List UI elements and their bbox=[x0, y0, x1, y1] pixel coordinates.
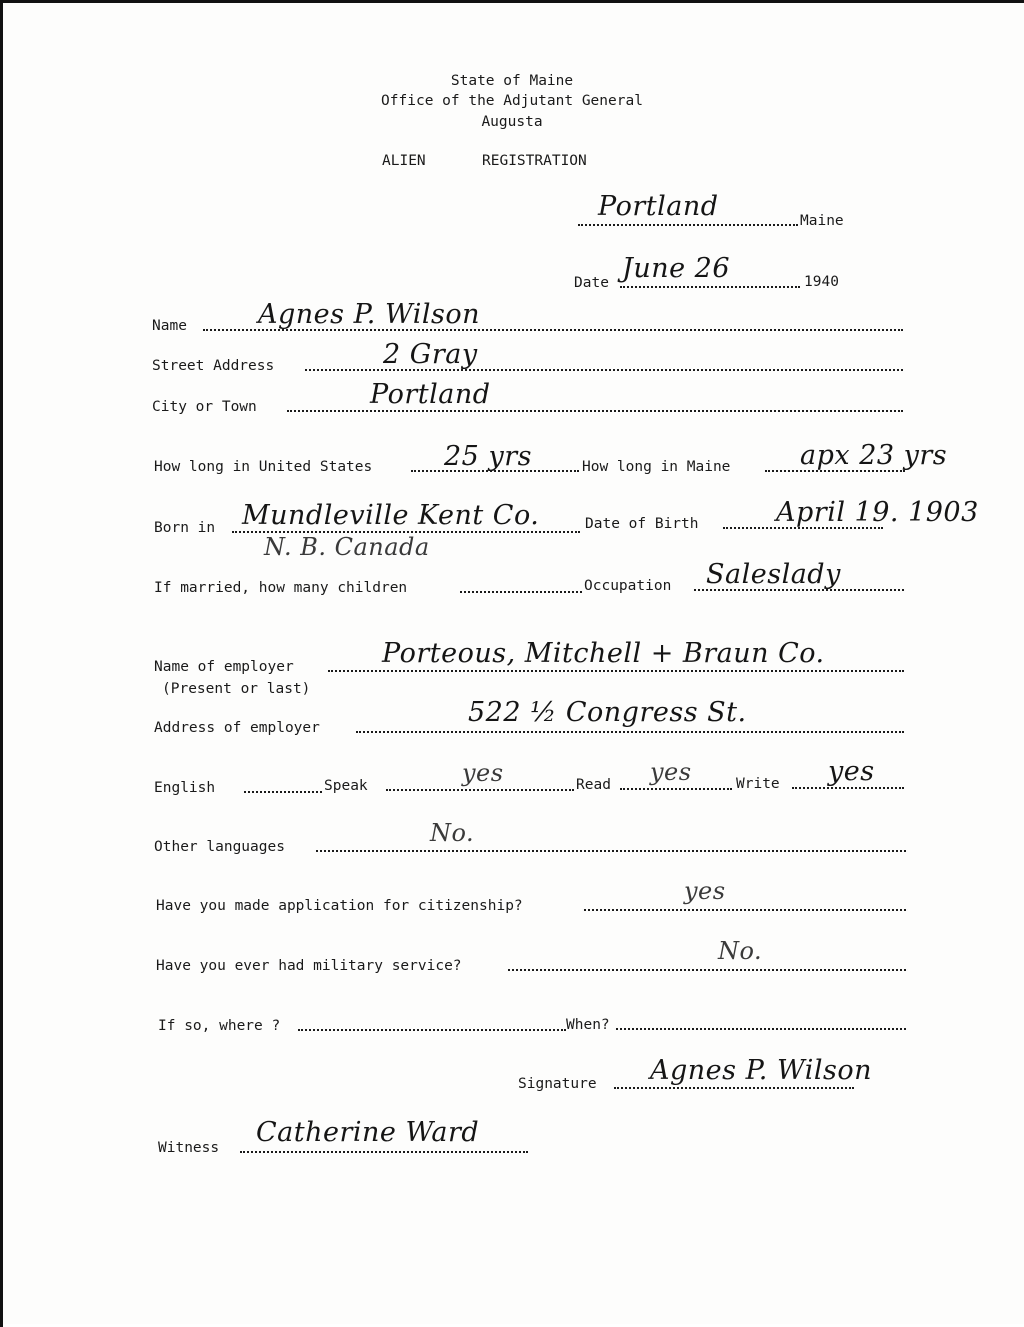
occupation-label: Occupation bbox=[584, 578, 672, 594]
if-so-where-label: If so, where ? bbox=[158, 1018, 281, 1034]
name-label: Name bbox=[152, 318, 187, 334]
signature-handwritten: Agnes P. Wilson bbox=[650, 1055, 872, 1086]
location-dots bbox=[578, 224, 798, 226]
read-handwritten: yes bbox=[650, 758, 692, 786]
dob-handwritten: April 19. 1903 bbox=[776, 497, 979, 528]
write-handwritten: yes bbox=[828, 756, 875, 787]
header-alien: ALIEN bbox=[382, 153, 426, 169]
city-dots bbox=[287, 410, 903, 412]
english-dots bbox=[244, 791, 322, 793]
born-handwritten-line2: N. B. Canada bbox=[264, 533, 430, 561]
employer-address-handwritten: 522 ½ Congress St. bbox=[468, 697, 747, 728]
signature-label: Signature bbox=[518, 1076, 597, 1092]
speak-handwritten: yes bbox=[462, 759, 504, 787]
children-label: If married, how many children bbox=[154, 580, 408, 596]
header-office: Office of the Adjutant General bbox=[381, 93, 643, 109]
other-languages-label: Other languages bbox=[154, 839, 285, 855]
date-year: 1940 bbox=[804, 274, 839, 290]
location-city-handwritten: Portland bbox=[598, 191, 719, 222]
header-registration: REGISTRATION bbox=[482, 153, 587, 169]
when-dots bbox=[616, 1028, 906, 1030]
header-city: Augusta bbox=[481, 114, 543, 130]
city-label: City or Town bbox=[152, 399, 257, 415]
date-dots bbox=[620, 286, 800, 288]
children-dots bbox=[460, 591, 582, 593]
write-label: Write bbox=[736, 776, 780, 792]
military-dots bbox=[508, 969, 906, 971]
street-handwritten: 2 Gray bbox=[383, 339, 478, 370]
english-label: English bbox=[154, 780, 216, 796]
street-label: Street Address bbox=[152, 358, 275, 374]
us-time-label: How long in United States bbox=[154, 459, 373, 475]
employer-label: Name of employer bbox=[154, 659, 294, 675]
date-label: Date bbox=[574, 275, 609, 291]
maine-time-handwritten: apx 23 yrs bbox=[800, 440, 948, 471]
dob-label: Date of Birth bbox=[585, 516, 699, 532]
military-handwritten: No. bbox=[718, 937, 763, 965]
read-label: Read bbox=[576, 777, 611, 793]
witness-handwritten: Catherine Ward bbox=[256, 1117, 480, 1148]
employer-address-dots bbox=[356, 731, 904, 733]
other-languages-handwritten: No. bbox=[430, 819, 475, 847]
when-label: When? bbox=[566, 1017, 610, 1033]
citizenship-label: Have you made application for citizenship? bbox=[156, 898, 523, 914]
read-dots bbox=[620, 788, 732, 790]
born-handwritten: Mundleville Kent Co. bbox=[242, 500, 540, 531]
city-handwritten: Portland bbox=[370, 379, 491, 410]
occupation-handwritten: Saleslady bbox=[706, 559, 841, 590]
name-handwritten: Agnes P. Wilson bbox=[258, 299, 480, 330]
location-state-label: Maine bbox=[800, 213, 844, 229]
date-handwritten: June 26 bbox=[622, 253, 731, 284]
employer-handwritten: Porteous, Mitchell + Braun Co. bbox=[382, 638, 825, 669]
employer-address-label: Address of employer bbox=[154, 720, 320, 736]
signature-dots bbox=[614, 1087, 854, 1089]
born-label: Born in bbox=[154, 520, 216, 536]
military-label: Have you ever had military service? bbox=[156, 958, 462, 974]
scan-edge bbox=[0, 3, 3, 1327]
speak-label: Speak bbox=[324, 778, 368, 794]
other-languages-dots bbox=[316, 850, 906, 852]
employer-sublabel: (Present or last) bbox=[162, 681, 311, 697]
citizenship-handwritten: yes bbox=[684, 877, 726, 905]
employer-dots bbox=[328, 670, 904, 672]
maine-time-label: How long in Maine bbox=[582, 459, 731, 475]
witness-label: Witness bbox=[158, 1140, 220, 1156]
if-so-where-dots bbox=[298, 1029, 566, 1031]
write-dots bbox=[792, 787, 904, 789]
us-time-handwritten: 25 yrs bbox=[444, 441, 532, 472]
citizenship-dots bbox=[584, 909, 906, 911]
header-state: State of Maine bbox=[450, 73, 574, 89]
speak-dots bbox=[386, 789, 574, 791]
witness-dots bbox=[240, 1151, 528, 1153]
